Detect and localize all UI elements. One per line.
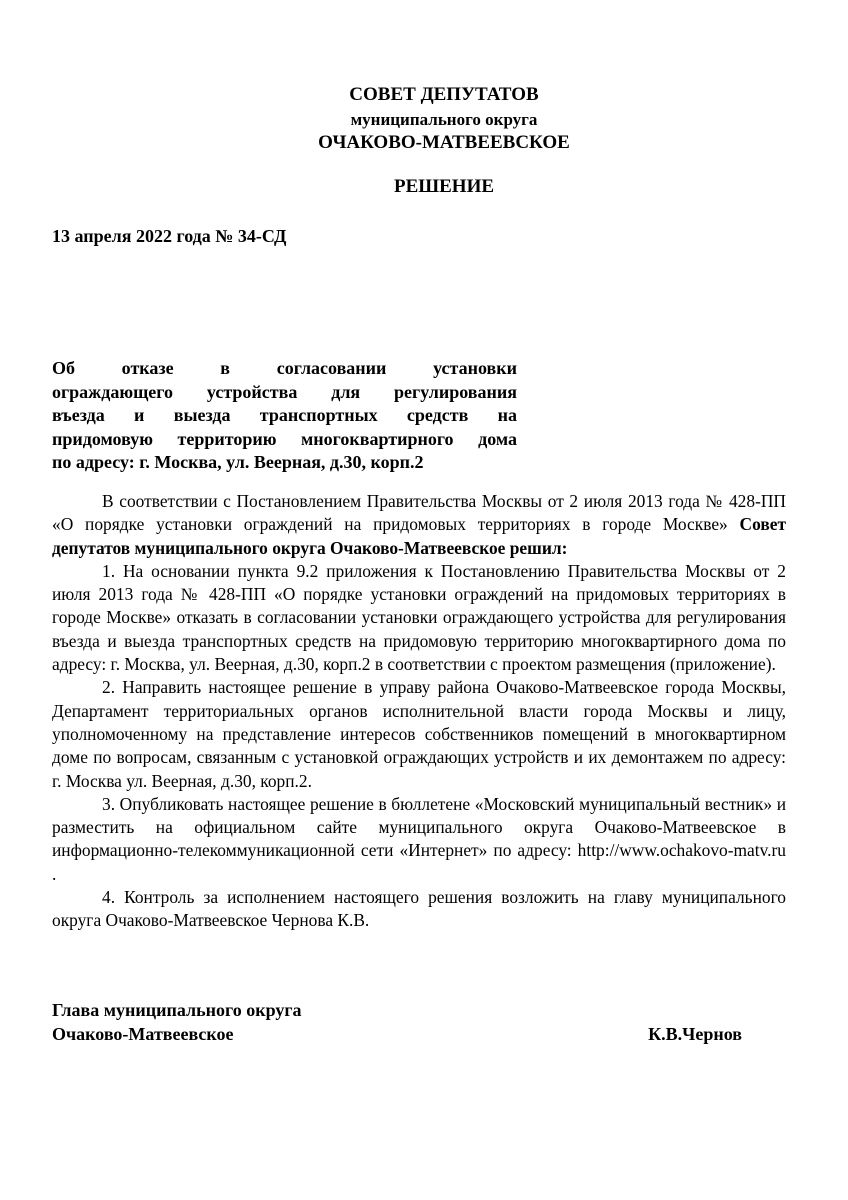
district-name: ОЧАКОВО-МАТВЕЕВСКОЕ	[318, 132, 570, 153]
signatory-title-line2: Очаково-Матвеевское	[52, 1024, 234, 1044]
document-type-heading: РЕШЕНИЕ	[393, 176, 495, 197]
item-3-paragraph: 3. Опубликовать настоящее решение в бюллетене «Московский муниципальный вестник» и разместить на официальном сайте муниципального округа Очаково-Матвеевское в информационно-телекоммуникационной сети «Интернет» по адресу: http://www.ochakovo-matv.ru .	[52, 793, 786, 884]
preamble-text: В соответствии с Постановлением Правительства Москвы от 2 июля 2013 года № 428-ПП «О порядке установки ограждений на придомовых территориях в городе Москве»	[52, 491, 786, 535]
item-1-paragraph: 1. На основании пункта 9.2 приложения к Постановлению Правительства Москвы от 2 июля 2013 года № 428-ПП «О порядке установки ограждений на придомовых территориях в городе Москве» отказать в согласовании установки ограждающего устройства для регулирования въезда и выезда транспортных средств на придомовую территорию многоквартирного дома по адресу: г. Москва, ул. Веерная, д.30, корп.2 в соответствии с проектом размещения (приложение).	[52, 560, 786, 675]
subject-line: придомовую территорию многоквартирного дома	[52, 428, 517, 449]
subject-line: ограждающего устройства для регулирования	[52, 381, 517, 402]
preamble-paragraph	[52, 490, 786, 560]
signature-block	[52, 998, 742, 1046]
date-number: 13 апреля 2022 года № 34-СД	[52, 226, 287, 246]
district-label: муниципального округа	[350, 110, 538, 129]
decision-subject	[52, 357, 517, 475]
item-2-paragraph: 2. Направить настоящее решение в управу района Очаково-Матвеевское города Москвы, Департамент территориальных органов исполнительной власти города Москвы и лицу, уполномоченному на представление интересов собственников помещений в многоквартирном доме по вопросам, связанным с установкой ограждающих устройств и их демонтажем по адресу: г. Москва ул. Веерная, д.30, корп.2.	[52, 677, 786, 791]
subject-line: въезда и выезда транспортных средств на	[52, 405, 517, 425]
signatory-name: К.В.Чернов	[648, 1024, 742, 1044]
decision-body	[52, 490, 786, 933]
subject-line: по адресу: г. Москва, ул. Веерная, д.30, корп.2	[52, 452, 424, 472]
subject-line: Об отказе в согласовании установки	[52, 358, 517, 378]
signature-row	[52, 1022, 742, 1046]
preamble-resolution: Совет депутатов муниципального округа Очаково-Матвеевское решил:	[52, 514, 786, 558]
signatory-title-line1: Глава муниципального округа	[52, 1000, 302, 1020]
item-4-paragraph: 4. Контроль за исполнением настоящего решения возложить на главу муниципального округа Очаково-Матвеевское Чернова К.В.	[52, 887, 786, 931]
council-heading: СОВЕТ ДЕПУТАТОВ	[349, 84, 539, 105]
